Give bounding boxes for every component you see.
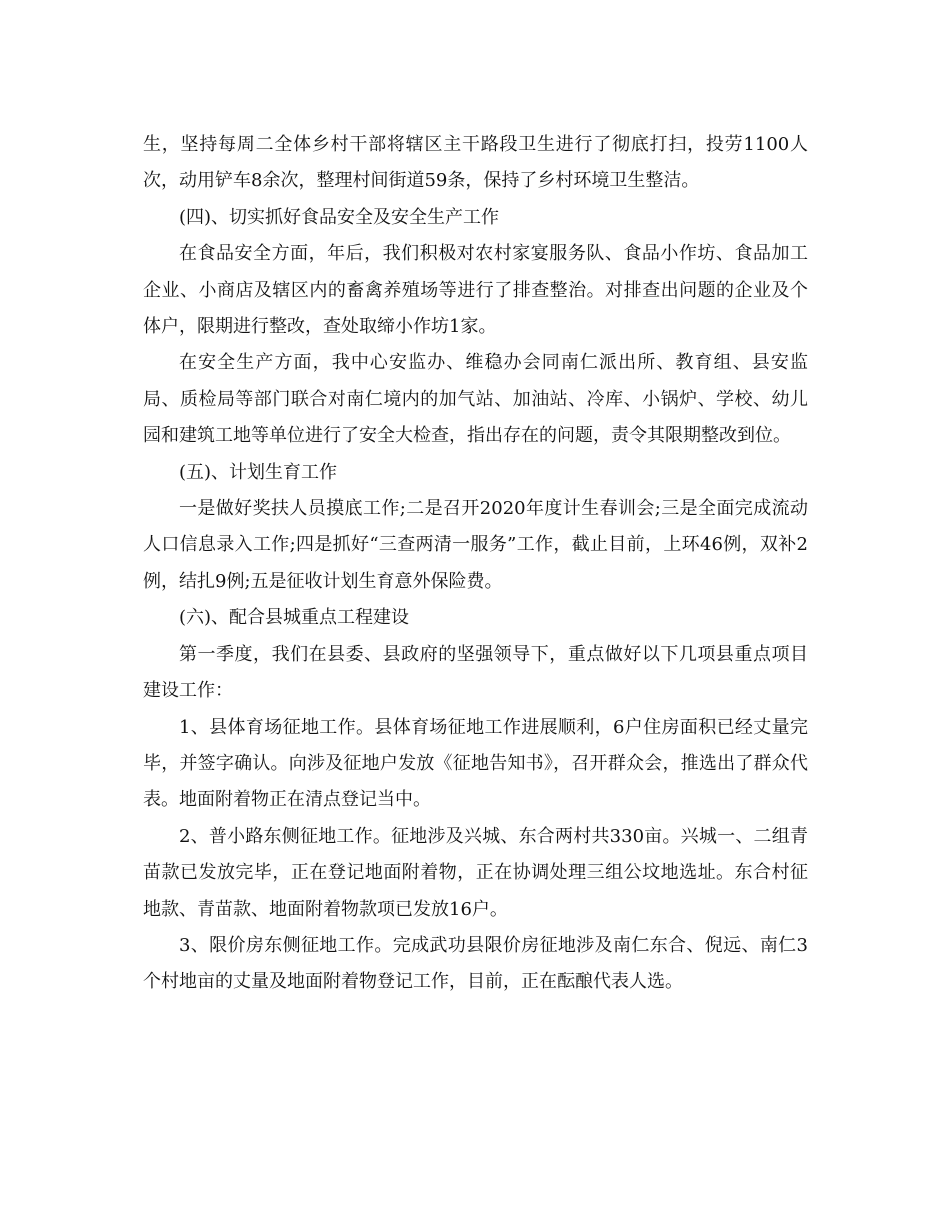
paragraph-production-safety: 在安全生产方面，我中心安监办、维稳办会同南仁派出所、教育组、县安监局、质检局等部门联合对南仁境内的加气站、加油站、冷库、小锅炉、学校、幼儿园和建筑工地等单位进行了安全大检查，指出存在的问题，责令其限期整改到位。 — [143, 352, 808, 447]
section-heading-5: (五)、计划生育工作 — [179, 461, 338, 483]
paragraph-first-quarter: 第一季度，我们在县委、县政府的坚强领导下，重点做好以下几项县重点项目建设工作： — [143, 643, 808, 702]
paragraph-food-safety: 在食品安全方面，年后，我们积极对农村家宴服务队、食品小作坊、食品加工企业、小商店及辖区内的畜禽养殖场等进行了排查整治。对排查出问题的企业及个体户，限期进行整改，查处取缔小作坊1家。 — [143, 243, 808, 338]
paragraph-item-2: 2、普小路东侧征地工作。征地涉及兴城、东合两村共330亩。兴城一、二组青苗款已发放完毕，正在登记地面附着物，正在协调处理三组公坟地选址。东合村征地款、青苗款、地面附着物款项已发放16户。 — [143, 825, 808, 920]
section-heading-6: (六)、配合县城重点工程建设 — [179, 607, 410, 629]
paragraph-continued: 生，坚持每周二全体乡村干部将辖区主干路段卫生进行了彻底打扫，投劳1100人次，动用铲车8余次，整理村间街道59条，保持了乡村环境卫生整洁。 — [143, 134, 808, 192]
paragraph-family-planning: 一是做好奖扶人员摸底工作;二是召开2020年度计生春训会;三是全面完成流动人口信息录入工作;四是抓好“三查两清一服务”工作，截止目前，上环46例，双补2例，结扎9例;五是征收计划生育意外保险费。 — [143, 498, 808, 592]
document-body — [143, 127, 808, 1001]
section-heading-4: (四)、切实抓好食品安全及安全生产工作 — [179, 206, 500, 228]
paragraph-item-3: 3、限价房东侧征地工作。完成武功县限价房征地涉及南仁东合、倪远、南仁3个村地亩的丈量及地面附着物登记工作，目前，正在酝酿代表人选。 — [143, 934, 808, 993]
paragraph-item-1: 1、县体育场征地工作。县体育场征地工作进展顺利，6户住房面积已经丈量完毕，并签字确认。向涉及征地户发放《征地告知书》，召开群众会，推选出了群众代表。地面附着物正在清点登记当中。 — [143, 716, 808, 811]
